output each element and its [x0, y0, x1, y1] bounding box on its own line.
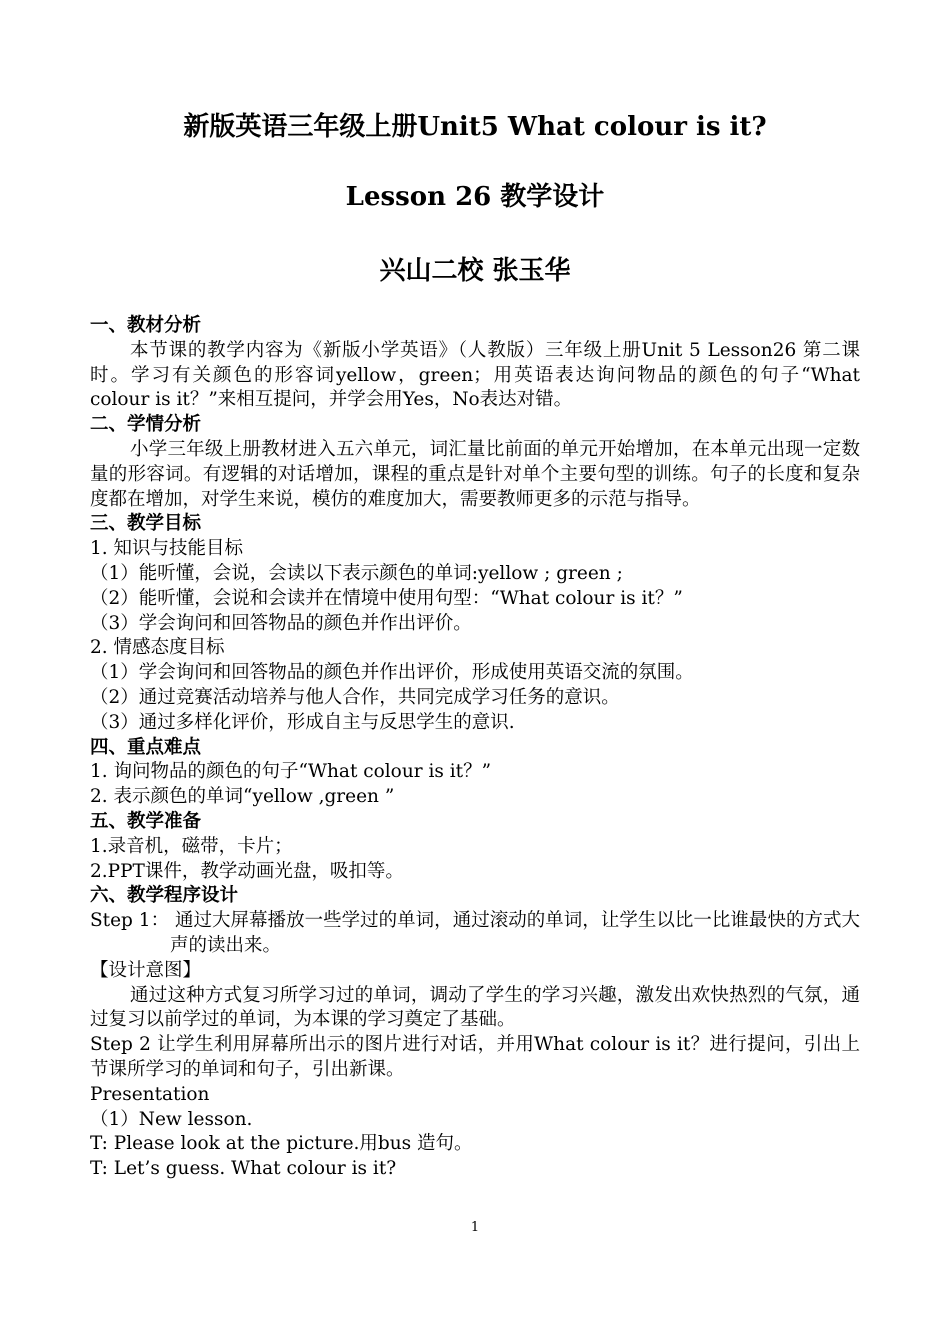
- section-heading: 五、教学准备: [90, 810, 202, 832]
- list-item: （2）通过竞赛活动培养与他人合作，共同完成学习任务的意识。: [90, 686, 620, 708]
- list-item: T: Please look at the picture.用bus 造句。: [90, 1133, 473, 1155]
- design-intent-label: 【设计意图】: [90, 959, 202, 981]
- list-item: （2）能听懂，会说和会读并在情境中使用句型：“What colour is it？”: [90, 587, 683, 609]
- list-item: （1）New lesson.: [90, 1108, 253, 1130]
- step-paragraph: Step 1： 通过大屏幕播放一些学过的单词，通过滚动的单词，让学生以比一比谁最快的方式大声的读出来。: [90, 910, 860, 956]
- list-item: （1）学会询问和回答物品的颜色并作出评价，形成使用英语交流的氛围。: [90, 662, 694, 684]
- list-item: 2. 情感态度目标: [90, 637, 225, 659]
- list-item: （3）通过多样化评价，形成自主与反思学生的意识.: [90, 711, 515, 733]
- section-heading: 四、重点难点: [90, 736, 202, 758]
- paragraph: 小学三年级上册教材进入五六单元，词汇量比前面的单元开始增加，在本单元出现一定数量的形容词。有逻辑的对话增加，课程的重点是针对单个主要句型的训练。句子的长度和复杂度都在增加，对学生来说，模仿的难度加大，需要教师更多的示范与指导。: [90, 438, 860, 510]
- list-item: （1）能听懂，会说，会读以下表示颜色的单词:yellow ; green ;: [90, 562, 623, 584]
- list-item: 2.PPT课件，教学动画光盘，吸扣等。: [90, 860, 404, 882]
- list-item: 1. 询问物品的颜色的句子“What colour is it？”: [90, 761, 492, 783]
- section-heading: 三、教学目标: [90, 513, 202, 535]
- paragraph: 通过这种方式复习所学习过的单词，调动了学生的学习兴趣，激发出欢快热烈的气氛，通过复习以前学过的单词，为本课的学习奠定了基础。: [90, 984, 860, 1031]
- list-item: T: Let’s guess. What colour is it?: [90, 1158, 397, 1180]
- author-line: 兴山二校 张玉华: [379, 256, 571, 286]
- paragraph: 本节课的教学内容为《新版小学英语》（人教版）三年级上册Unit 5 Lesson26 第二课时。学习有关颜色的形容词yellow，green；用英语表达询问物品的颜色的句子“What colour is it？”来相互提问，并学会用Yes，No表达对错。: [90, 339, 860, 411]
- list-item: 1.录音机，磁带，卡片；: [90, 835, 293, 857]
- list-item: 2. 表示颜色的单词“yellow ,green ”: [90, 786, 395, 808]
- document-title: 新版英语三年级上册Unit5 What colour is it?: [183, 112, 767, 142]
- page-number: 1: [470, 1220, 480, 1235]
- list-item: （3）学会询问和回答物品的颜色并作出评价。: [90, 612, 472, 634]
- section-heading: 二、学情分析: [90, 414, 202, 436]
- step-paragraph: Step 2 让学生利用屏幕所出示的图片进行对话，并用What colour is it？进行提问，引出上节课所学习的单词和句子，引出新课。: [90, 1034, 860, 1080]
- list-item: 1. 知识与技能目标: [90, 538, 244, 560]
- section-heading: 六、教学程序设计: [90, 885, 239, 907]
- document-body: [90, 314, 860, 1182]
- section-heading: 一、教材分析: [90, 315, 202, 336]
- document-subtitle: Lesson 26 教学设计: [345, 182, 605, 212]
- list-item: Presentation: [90, 1083, 210, 1105]
